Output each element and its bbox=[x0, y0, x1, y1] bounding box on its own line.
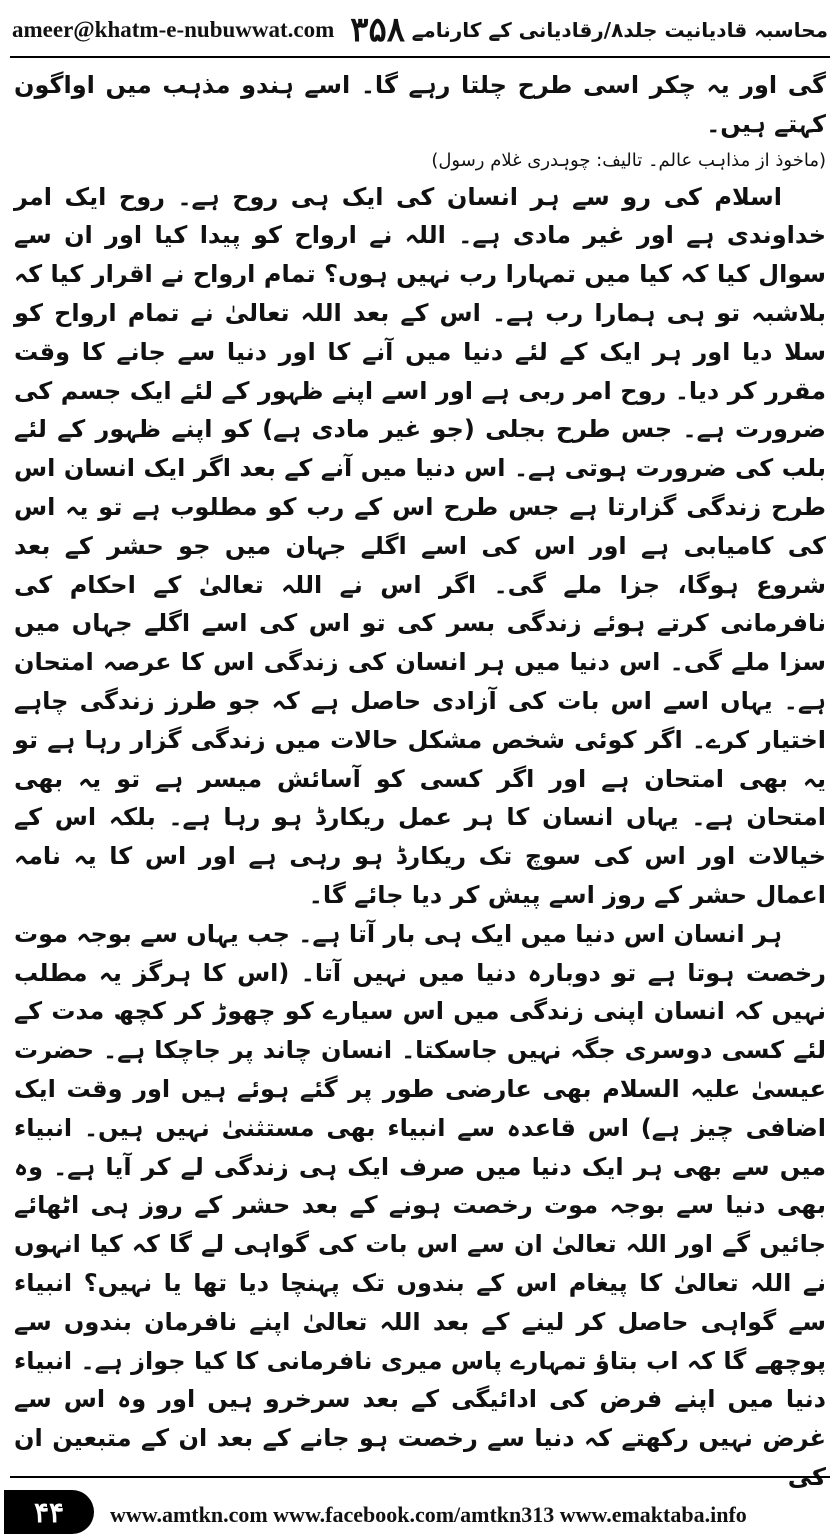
footer-links[interactable]: www.amtkn.com www.facebook.com/amtkn313 www.emaktaba.info bbox=[110, 1502, 747, 1527]
header-left bbox=[12, 10, 405, 50]
page-header bbox=[12, 8, 828, 52]
paragraph-one-life: ہر انسان اس دنیا میں ایک ہی بار آتا ہے۔ جب یہاں سے بوجہ موت رخصت ہوتا ہے تو دوبارہ دنیا میں نہیں آتا۔ (اس کا ہرگز یہ مطلب نہیں کہ انسان اپنی زندگی میں اس سیارے کو چھوڑ کر کچھ مدت کے لئے کسی دوسری جگہ نہیں جاسکتا۔ انسان چاند پر جاچکا ہے۔ حضرت عیسیٰ علیہ السلام بھی عارضی طور پر گئے ہوئے ہیں اور وقت ایک اضافی چیز ہے) اس قاعدہ سے انبیاء بھی مستثنیٰ نہیں ہیں۔ انبیاء میں سے بھی ہر ایک دنیا میں صرف ایک ہی زندگی لے کر آیا ہے۔ وہ بھی دنیا سے بوجہ موت رخصت ہونے کے بعد حشر کے روز ہی اٹھائے جائیں گے اور اللہ تعالیٰ ان سے اس بات کی گواہی لے گا کہ کیا انہوں نے اللہ تعالیٰ کا پیغام اس کے بندوں تک پہنچا دیا تھا یا نہیں؟ انبیاء سے گواہی حاصل کر لینے کے بعد اللہ تعالیٰ اپنے نافرمان بندوں سے پوچھے گا کہ اب بتاؤ تمہارے پاس میری نافرمانی کا کیا جواز ہے۔ انبیاء دنیا میں اپنے فرض کی ادائیگی کے بعد سرخرو ہیں اور وہ اس سے غرض نہیں رکھتے کہ دنیا سے رخصت ہو جانے کے بعد ان کے متبعین ان کی bbox=[14, 919, 826, 1491]
header-page-number: ۳۵۸ bbox=[350, 10, 406, 50]
source-citation: (ماخوذ از مذاہب عالم۔ تالیف: چوہدری غلام رسول) bbox=[431, 149, 826, 171]
footer-divider bbox=[10, 1476, 830, 1478]
page-footer bbox=[0, 1480, 840, 1540]
header-book-title: محاسبہ قادیانیت جلد۸/رقادیانی کے کارنامے bbox=[411, 18, 828, 42]
paragraph-continuation: گی اور یہ چکر اسی طرح چلتا رہے گا۔ اسے ہندو مذہب میں اواگون کہتے ہیں۔ bbox=[14, 71, 826, 138]
header-divider bbox=[10, 56, 830, 58]
footer-page-number: ۴۴ bbox=[4, 1490, 94, 1534]
header-email[interactable]: ameer@khatm-e-nubuwwat.com bbox=[12, 17, 335, 42]
page-body bbox=[14, 66, 826, 1491]
paragraph-islam-soul: اسلام کی رو سے ہر انسان کی ایک ہی روح ہے۔ روح ایک امر خداوندی ہے اور غیر مادی ہے۔ اللہ نے ارواح کو پیدا کیا اور ان سے سوال کیا کہ کیا میں تمہارا رب نہیں ہوں؟ تمام ارواح نے اقرار کیا کہ بلاشبہ تو ہی ہمارا رب ہے۔ اس کے بعد اللہ تعالیٰ نے تمام ارواح کو سلا دیا اور ہر ایک کے لئے دنیا میں آنے کا اور دنیا سے جانے کا وقت مقرر کر دیا۔ روح امر ربی ہے اور اسے اپنے ظہور کے لئے ایک جسم کی ضرورت ہے۔ جس طرح بجلی (جو غیر مادی ہے) کو اپنے ظہور کے لئے بلب کی ضرورت ہوتی ہے۔ اس دنیا میں آنے کے بعد اگر ایک انسان اس طرح زندگی گزارتا ہے جس طرح اس کے رب کو مطلوب ہے تو یہ اس کی کامیابی ہے اور اس کی اسے اگلے جہان میں جو حشر کے بعد شروع ہوگا، جزا ملے گی۔ اگر اس نے اللہ تعالیٰ کے احکام کی نافرمانی کرتے ہوئے زندگی بسر کی تو اس کی اسے اگلے جہاں میں سزا ملے گی۔ اس دنیا میں ہر انسان کی زندگی اس کا عرصہ امتحان ہے۔ یہاں اسے اس بات کی آزادی حاصل ہے کہ جو طرز زندگی چاہے اختیار کرے۔ اگر کوئی شخص مشکل حالات میں زندگی گزار رہا ہے تو یہ بھی امتحان ہے اور اگر کسی کو آسائش میسر ہے تو یہ بھی امتحان ہے۔ یہاں انسان کا ہر عمل ریکارڈ ہو رہا ہے۔ بلکہ اس کے خیالات اور اس کی سوچ تک ریکارڈ ہو رہی ہے اور اس کا یہ نامہ اعمال حشر کے روز اسے پیش کر دیا جائے گا۔ bbox=[14, 182, 826, 909]
